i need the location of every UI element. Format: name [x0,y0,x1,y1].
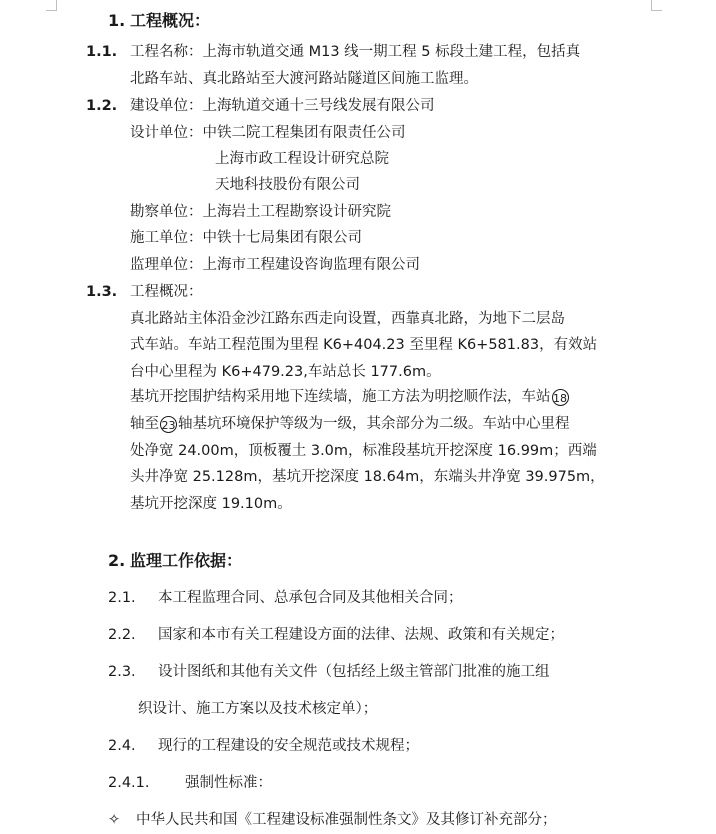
bullet-text: 中华人民共和国《工程建设标准强制性条文》及其修订补充部分； [136,812,557,828]
project-name-line-1: 工程名称：上海市轨道交通 M13 线一期工程 5 标段土建工程，包括真 [130,44,581,60]
design-unit-3: 天地科技股份有限公司 [215,177,360,193]
item-2-4-number: 2.4. [108,738,136,754]
owner-unit: 建设单位：上海轨道交通十三号线发展有限公司 [130,98,435,114]
item-1-1-number: 1.1. [86,44,118,60]
axis-23-circle: 23 [160,416,177,433]
section-1-number: 1. [108,11,126,30]
design-unit-2: 上海市政工程设计研究总院 [215,151,389,167]
overview-p1-line-3: 台中心里程为 K6+479.23,车站总长 177.6m。 [130,364,441,380]
overview-p1-line-2: 式车站。车站工程范围为里程 K6+404.23 至里程 K6+581.83，有效站 [130,337,598,353]
design-unit: 设计单位：中铁二院工程集团有限责任公司 [130,125,406,141]
overview-p2-line-3: 处净宽 24.00m，顶板覆土 3.0m，标准段基坑开挖深度 16.99m；西端 [130,443,597,459]
margin-corner-top-right [651,0,662,11]
overview-p2-line-2 [130,414,570,434]
margin-corner-top-left [46,0,57,11]
section-1-heading: 工程概况： [130,11,211,30]
item-1-3-number: 1.3. [86,284,118,300]
item-2-1-number: 2.1. [108,590,136,606]
overview-p2-line-4: 头井净宽 25.128m，基坑开挖深度 18.64m，东端头井净宽 39.975m， [130,469,605,485]
item-1-3-title: 工程概况： [130,284,203,300]
overview-p2-line-5: 基坑开挖深度 19.10m。 [130,496,292,512]
item-2-4-1-text: 强制性标准： [185,775,272,791]
section-2-heading: 监理工作依据： [130,551,243,570]
overview-p2-line-1-text: 基坑开挖围护结构采用地下连续墙，施工方法为明挖顺作法，车站 [130,389,551,405]
item-2-3-text: 设计图纸和其他有关文件（包括经上级主管部门批准的施工组 [158,664,550,680]
overview-p2-line-2-text: 轴基坑环境保护等级为一级，其余部分为二级。车站中心里程 [178,416,570,432]
survey-unit: 勘察单位：上海岩土工程勘察设计研究院 [130,204,391,220]
overview-p2-line-1 [130,387,570,407]
item-2-4-text: 现行的工程建设的安全规范或技术规程； [158,738,419,754]
item-2-3-text-cont: 织设计、施工方案以及技术核定单）； [138,701,378,717]
construction-unit: 施工单位：中铁十七局集团有限公司 [130,230,362,246]
diamond-bullet-icon: ✧ [108,812,121,828]
overview-p2-axis-prefix: 轴至 [130,416,159,432]
item-2-1-text: 本工程监理合同、总承包合同及其他相关合同； [158,590,463,606]
item-2-2-text: 国家和本市有关工程建设方面的法律、法规、政策和有关规定； [158,627,564,643]
section-2-number: 2. [108,551,126,570]
item-2-3-number: 2.3. [108,664,136,680]
axis-18-circle: 18 [552,389,569,406]
overview-p1-line-1: 真北路站主体沿金沙江路东西走向设置，西靠真北路，为地下二层岛 [130,311,565,327]
item-1-2-number: 1.2. [86,98,118,114]
item-2-2-number: 2.2. [108,627,136,643]
project-name-line-2: 北路车站、真北路站至大渡河路站隧道区间施工监理。 [130,71,478,87]
item-2-4-1-number: 2.4.1. [108,775,150,791]
supervision-unit: 监理单位：上海市工程建设咨询监理有限公司 [130,257,420,273]
